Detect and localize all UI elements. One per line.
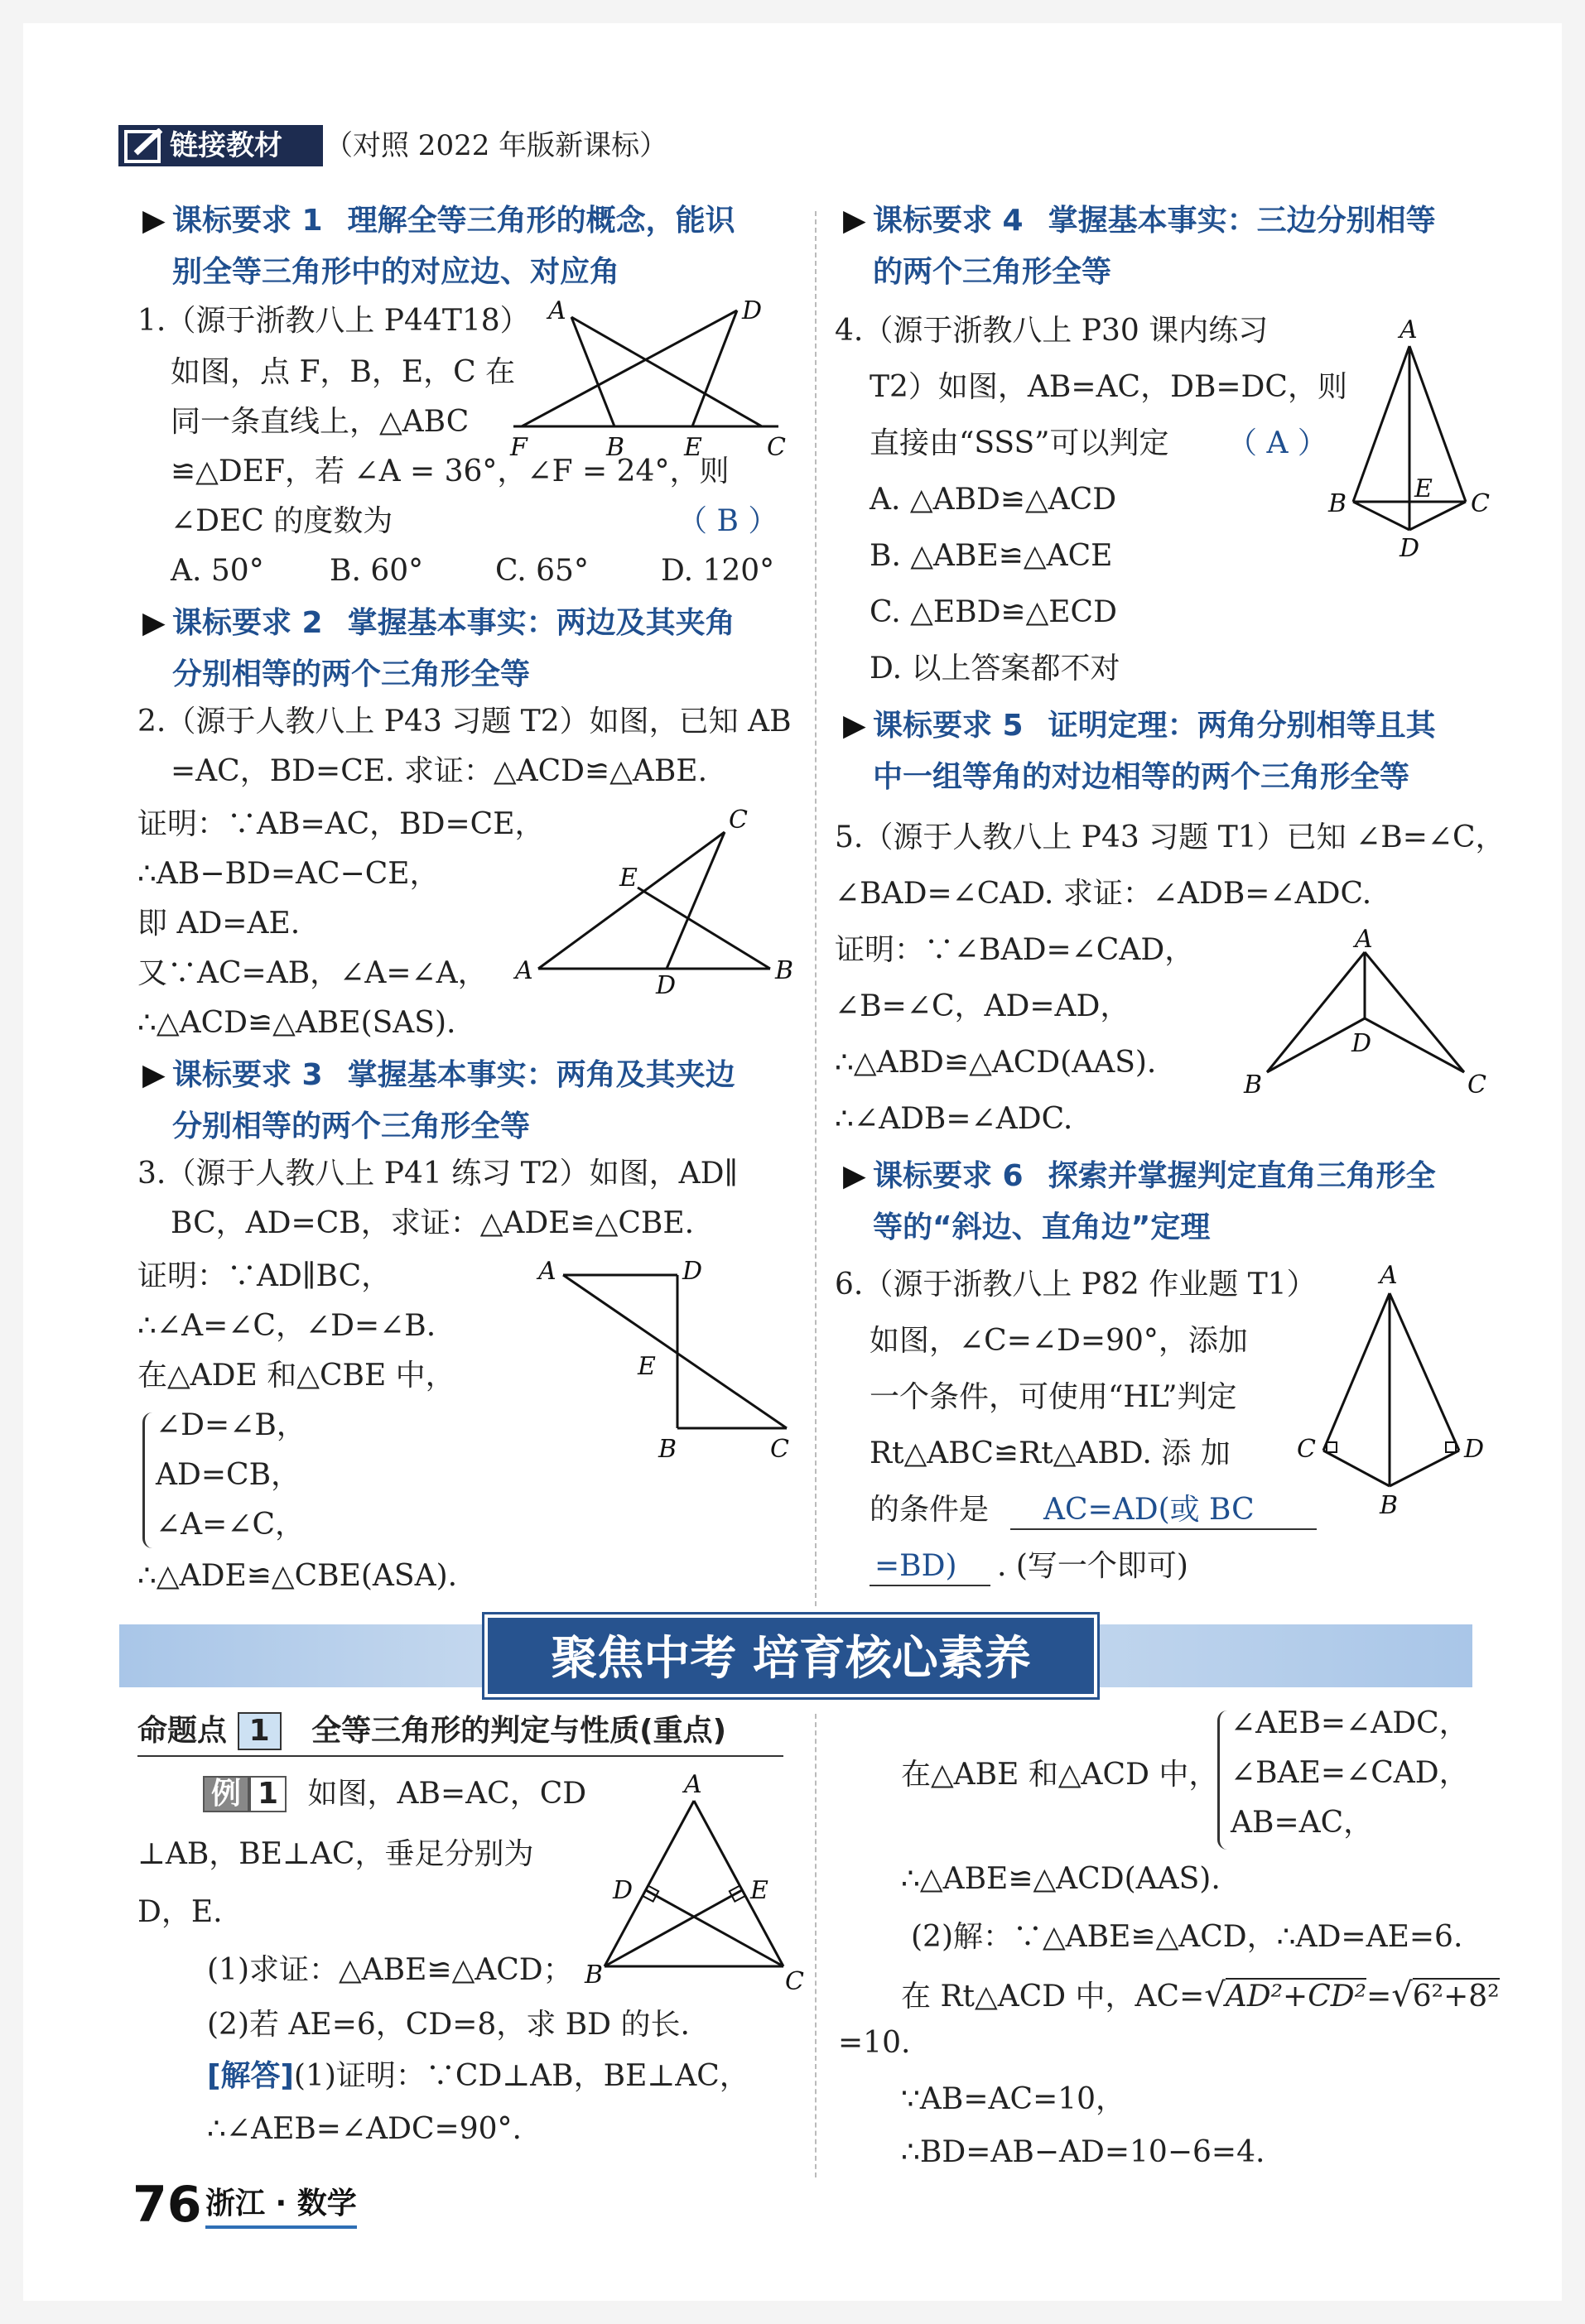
svg-text:D: D	[1464, 1435, 1485, 1464]
triangle-bullet-icon: ▶	[142, 1058, 166, 1092]
svg-text:D: D	[742, 296, 763, 325]
solution-line: =10.	[838, 2026, 911, 2060]
solution-line: ∴BD=AB−AD=10−6=4.	[901, 2135, 1265, 2169]
svg-text:C: C	[1471, 489, 1490, 518]
q4-option: D. 以上答案都不对	[870, 652, 1120, 686]
q3-proof: 证明：∵AD∥BC，	[137, 1259, 392, 1293]
requirement-3: ▶ 课标要求 3 掌握基本事实：两角及其夹边 分别相等的两个三角形全等	[142, 1050, 735, 1152]
q3-proof: ∴△ADE≌△CBE(ASA).	[137, 1559, 458, 1593]
svg-text:D: D	[1351, 1029, 1372, 1058]
page-number: 76	[132, 2176, 202, 2234]
svg-text:A: A	[548, 296, 566, 325]
svg-text:C: C	[770, 1435, 789, 1464]
svg-text:E: E	[638, 1352, 656, 1381]
q4-option: B. △ABE≌△ACE	[870, 539, 1113, 573]
triangle-bullet-icon: ▶	[142, 606, 166, 640]
q1-line: 同一条直线上，△ABC	[171, 405, 470, 439]
q6-answer: AC=AD(或 BC	[1010, 1492, 1317, 1530]
q5-line: 5.（源于人教八上 P43 习题 T1）已知 ∠B=∠C，	[835, 820, 1506, 854]
q5-proof: ∴∠ADB=∠ADC.	[835, 1102, 1073, 1136]
q6-line: . (写一个即可)	[997, 1549, 1188, 1583]
q2-proof: 证明：∵AB=AC，BD=CE，	[137, 807, 545, 841]
svg-text:A: A	[515, 956, 533, 985]
q5-proof: ∠B=∠C，AD=AD，	[835, 989, 1130, 1023]
requirement-4: ▶ 课标要求 4 掌握基本事实：三边分别相等 的两个三角形全等	[843, 195, 1436, 298]
solution-condition: ∠AEB=∠ADC，	[1231, 1706, 1469, 1740]
section-banner-title: 聚焦中考 培育核心素养	[484, 1614, 1097, 1697]
q1-line: ∠DEC 的度数为	[171, 504, 393, 538]
q3-figure	[530, 1250, 803, 1465]
solution-sqrt-line: 在 Rt△ACD 中，AC=√AD²+CD²=√6²+8²	[901, 1976, 1500, 2014]
q1-answer: （ B ）	[677, 504, 778, 538]
q6-line: 6.（源于浙教八上 P82 作业题 T1）	[835, 1268, 1317, 1302]
svg-text:D: D	[1400, 534, 1420, 561]
triangle-bullet-icon: ▶	[843, 709, 866, 743]
svg-text:B: B	[606, 433, 625, 460]
q3-condition: ∠D=∠B，	[156, 1408, 306, 1442]
requirement-1: ▶ 课标要求 1 理解全等三角形的概念，能识 别全等三角形中的对应边、对应角	[142, 195, 735, 298]
svg-text:B: B	[1244, 1071, 1263, 1099]
svg-text:D: D	[656, 971, 677, 994]
q1-option: B. 60°	[330, 554, 424, 588]
requirement-2: ▶ 课标要求 2 掌握基本事实：两边及其夹角 分别相等的两个三角形全等	[142, 598, 735, 700]
triangle-bullet-icon: ▶	[843, 204, 866, 238]
example-solution-line: ∴∠AEB=∠ADC=90°.	[207, 2112, 522, 2146]
column-divider-bottom	[815, 1714, 817, 2177]
link-textbook-badge: 链接教材	[118, 125, 323, 166]
svg-text:A: A	[1355, 927, 1373, 954]
svg-text:B: B	[1380, 1491, 1399, 1520]
svg-text:F: F	[510, 433, 528, 460]
example-line: D，E.	[137, 1895, 223, 1929]
q5-proof: ∴△ABD≌△ACD(AAS).	[835, 1046, 1157, 1080]
svg-text:A: A	[1380, 1261, 1398, 1290]
brace	[1217, 1711, 1230, 1850]
example-subquestion: (2)若 AE=6，CD=8，求 BD 的长.	[207, 2008, 690, 2042]
svg-text:C: C	[1297, 1435, 1316, 1464]
q6-figure	[1292, 1258, 1499, 1523]
svg-text:C: C	[1467, 1071, 1486, 1099]
q1-figure	[497, 294, 795, 460]
solution-line: ∵AB=AC=10，	[901, 2082, 1126, 2116]
q4-line: 直接由“SSS”可以判定	[870, 426, 1169, 460]
svg-text:C: C	[729, 806, 748, 835]
q2-line: 2.（源于人教八上 P43 习题 T2）如图，已知 AB	[137, 705, 792, 739]
svg-text:A: A	[684, 1770, 702, 1799]
topic-number: 1	[238, 1712, 282, 1750]
svg-text:E: E	[750, 1876, 768, 1905]
q4-option: A. △ABD≌△ACD	[870, 483, 1117, 517]
topic-header: 命题点 1 全等三角形的判定与性质(重点)	[137, 1712, 726, 1750]
q4-figure	[1317, 313, 1499, 561]
svg-text:A: A	[1400, 315, 1418, 344]
example-line: 例 1 如图，AB=AC，CD	[203, 1776, 586, 1812]
q3-proof: 在△ADE 和△CBE 中，	[137, 1359, 455, 1393]
q5-proof: 证明：∵∠BAD=∠CAD，	[835, 933, 1195, 967]
example-line: ⊥AB，BE⊥AC，垂足分别为	[137, 1837, 534, 1871]
q2-proof: ∴AB−BD=AC−CE，	[137, 857, 440, 891]
solution-line: 在△ABE 和△ACD 中，	[901, 1758, 1219, 1792]
q4-line: T2）如图，AB=AC，DB=DC，则	[870, 370, 1347, 404]
svg-text:C: C	[767, 433, 786, 460]
q2-figure	[505, 795, 803, 994]
q1-option: A. 50°	[171, 554, 264, 588]
q3-line: BC，AD=CB，求证：△ADE≌△CBE.	[171, 1206, 695, 1240]
q5-figure	[1234, 927, 1499, 1109]
q6-line: 的条件是	[870, 1493, 990, 1527]
triangle-bullet-icon: ▶	[843, 1159, 866, 1193]
q3-condition: ∠A=∠C，	[156, 1508, 306, 1542]
solution-condition: AB=AC，	[1231, 1806, 1374, 1840]
svg-text:D: D	[682, 1257, 703, 1286]
svg-text:B: B	[1328, 489, 1347, 518]
q6-line: 一个条件，可使用“HL”判定	[870, 1380, 1237, 1414]
svg-text:C: C	[785, 1967, 804, 1996]
q1-option: D. 120°	[661, 554, 775, 588]
svg-text:E: E	[1414, 474, 1433, 503]
solution-line: ∴△ABE≌△ACD(AAS).	[901, 1862, 1221, 1896]
solution-condition: ∠BAE=∠CAD，	[1231, 1756, 1469, 1790]
q2-line: =AC，BD=CE. 求证：△ACD≌△ABE.	[171, 754, 708, 788]
requirement-5: ▶ 课标要求 5 证明定理：两角分别相等且其 中一组等角的对边相等的两个三角形全等	[843, 700, 1436, 803]
example-solution-line: [解答](1)证明：∵CD⊥AB，BE⊥AC，	[207, 2059, 749, 2093]
q1-line: ≌△DEF，若 ∠A = 36°，∠F = 24°，则	[171, 455, 730, 488]
q6-line: 如图，∠C=∠D=90°，添加	[870, 1324, 1248, 1358]
q6-line: Rt△ABC≌Rt△ABD. 添 加	[870, 1436, 1231, 1470]
example-subquestion: (1)求证：△ABE≌△ACD；	[207, 1953, 573, 1987]
column-divider	[815, 211, 817, 1606]
triangle-bullet-icon: ▶	[142, 204, 166, 238]
q4-option: C. △EBD≌△ECD	[870, 595, 1117, 629]
header-note: （对照 2022 年版新课标）	[325, 129, 668, 162]
q2-proof: ∴△ACD≌△ABE(SAS).	[137, 1006, 456, 1040]
svg-text:D: D	[613, 1876, 634, 1905]
q5-line: ∠BAD=∠CAD. 求证：∠ADB=∠ADC.	[835, 877, 1372, 911]
svg-text:B: B	[658, 1435, 677, 1464]
q2-proof: 即 AD=AE.	[137, 907, 301, 941]
topic-underline	[137, 1755, 783, 1757]
svg-text:E: E	[619, 864, 638, 893]
q4-answer: （ A ）	[1227, 426, 1327, 460]
q4-line: 4.（源于浙教八上 P30 课内练习	[835, 314, 1269, 348]
svg-text:A: A	[538, 1257, 556, 1286]
q3-proof: ∴∠A=∠C，∠D=∠B.	[137, 1309, 436, 1343]
footer-label: 浙江 · 数学	[205, 2186, 357, 2229]
q3-line: 3.（源于人教八上 P41 练习 T2）如图，AD∥	[137, 1157, 739, 1191]
svg-text:E: E	[684, 433, 702, 460]
brace	[142, 1412, 155, 1548]
svg-text:B: B	[585, 1961, 604, 1990]
q1-line: 如图，点 F，B，E，C 在	[171, 355, 516, 389]
solution-line: (2)解：∵△ABE≌△ACD，∴AD=AE=6.	[911, 1920, 1463, 1954]
q2-proof: 又∵AC=AB，∠A=∠A，	[137, 956, 488, 990]
requirement-6: ▶ 课标要求 6 探索并掌握判定直角三角形全 等的“斜边、直角边”定理	[843, 1151, 1436, 1253]
q1-option: C. 65°	[495, 554, 589, 588]
svg-text:B: B	[775, 956, 794, 985]
q6-answer: =BD)	[870, 1548, 990, 1586]
q3-condition: AD=CB，	[156, 1458, 301, 1492]
q1-line: 1.（源于浙教八上 P44T18）	[137, 304, 530, 338]
example-figure	[580, 1768, 812, 1999]
pencil-icon	[124, 128, 166, 165]
